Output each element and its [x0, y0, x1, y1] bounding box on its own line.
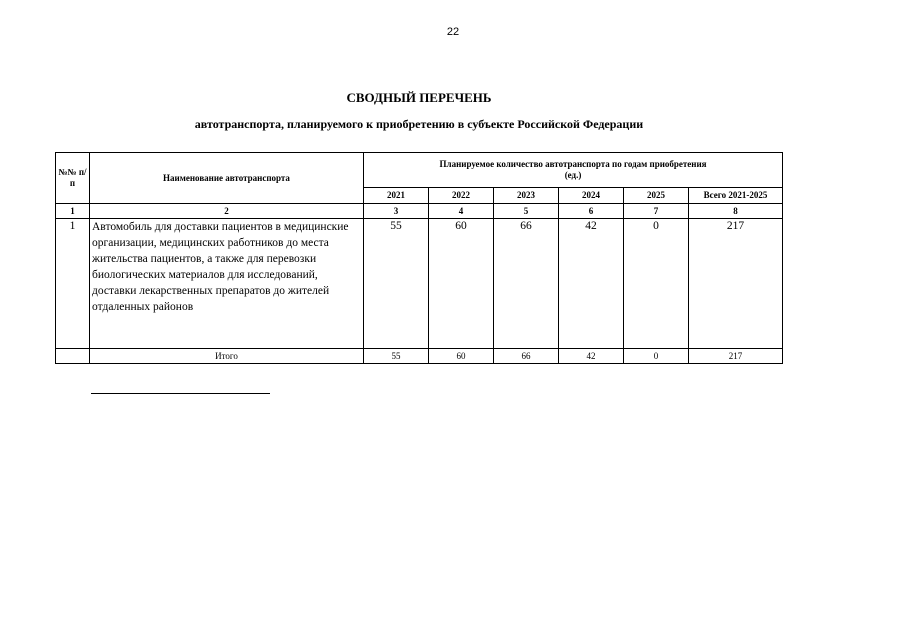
group-header-line2: (ед.) — [564, 170, 582, 180]
table-header-row — [56, 153, 783, 188]
row-number: 1 — [56, 219, 90, 349]
total-value: 55 — [364, 349, 429, 364]
row-value: 66 — [494, 219, 559, 349]
total-value: 42 — [559, 349, 624, 364]
total-value: 66 — [494, 349, 559, 364]
col-name-header: Наименование автотранспорта — [90, 153, 364, 204]
group-header — [364, 153, 783, 188]
column-number: 2 — [90, 204, 364, 219]
row-value: 60 — [429, 219, 494, 349]
year-header: Всего 2021-2025 — [689, 188, 783, 204]
total-value: 0 — [624, 349, 689, 364]
column-number: 4 — [429, 204, 494, 219]
year-header: 2025 — [624, 188, 689, 204]
total-empty-cell — [56, 349, 90, 364]
row-value: 55 — [364, 219, 429, 349]
year-header: 2023 — [494, 188, 559, 204]
transport-table — [55, 152, 783, 364]
column-number: 6 — [559, 204, 624, 219]
column-number-row — [56, 204, 783, 219]
total-label: Итого — [90, 349, 364, 364]
footnote-separator — [91, 393, 270, 394]
row-value: 0 — [624, 219, 689, 349]
total-value: 217 — [689, 349, 783, 364]
page-number: 22 — [446, 26, 460, 38]
column-number: 5 — [494, 204, 559, 219]
table-row — [56, 219, 783, 349]
column-number: 8 — [689, 204, 783, 219]
col-num-header: №№ п/п — [56, 153, 90, 204]
total-row — [56, 349, 783, 364]
total-value: 60 — [429, 349, 494, 364]
row-value: 42 — [559, 219, 624, 349]
year-header: 2022 — [429, 188, 494, 204]
column-number: 7 — [624, 204, 689, 219]
document-title: СВОДНЫЙ ПЕРЕЧЕНЬ — [346, 90, 492, 105]
year-header: 2021 — [364, 188, 429, 204]
row-value: 217 — [689, 219, 783, 349]
year-header: 2024 — [559, 188, 624, 204]
column-number: 1 — [56, 204, 90, 219]
transport-name: Автомобиль для доставки пациентов в медицинские организации, медицинских работников до места жительства пациентов, а также для перевозки биологических материалов для исследований, доставки лекарственных препаратов до жителей отдаленных районов — [90, 219, 364, 349]
group-header-line1: Планируемое количество автотранспорта по годам приобретения — [439, 159, 707, 169]
document-subtitle: автотранспорта, планируемого к приобретению в субъекте Российской Федерации — [194, 117, 644, 131]
column-number: 3 — [364, 204, 429, 219]
